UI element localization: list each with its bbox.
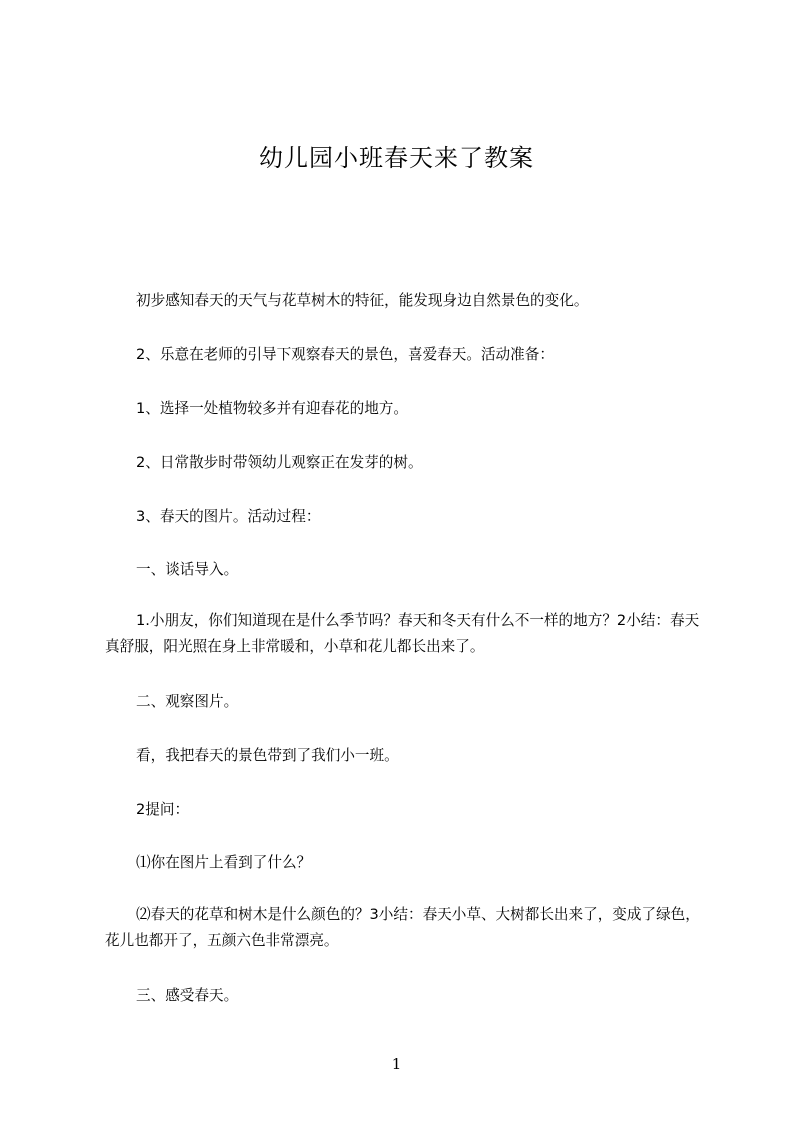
paragraph-7: 1.小朋友，你们知道现在是什么季节吗？春天和冬天有什么不一样的地方？2小结：春天真舒服，阳光照在身上非常暖和，小草和花儿都长出来了。 [105, 612, 700, 655]
paragraph-11: ⑴你在图片上看到了什么？ [136, 854, 312, 871]
paragraph-1: 初步感知春天的天气与花草树木的特征，能发现身边自然景色的变化。 [136, 292, 589, 309]
paragraph-5: 3、春天的图片。活动过程： [136, 508, 321, 525]
paragraph-9: 看，我把春天的景色带到了我们小一班。 [136, 747, 399, 764]
paragraph-2: 2、乐意在老师的引导下观察春天的景色，喜爱春天。活动准备： [136, 346, 554, 363]
paragraph-12: ⑵春天的花草和树木是什么颜色的？3小结：春天小草、大树都长出来了，变成了绿色，花儿也都开了，五颜六色非常漂亮。 [105, 906, 700, 949]
paragraph-13: 三、感受春天。 [136, 987, 239, 1004]
paragraph-3: 1、选择一处植物较多并有迎春花的地方。 [136, 400, 408, 417]
paragraph-10: 2提问： [136, 801, 190, 818]
page-number: 1 [391, 1055, 402, 1073]
paragraph-6: 一、谈话导入。 [136, 561, 239, 578]
paragraph-4: 2、日常散步时带领幼儿观察正在发芽的树。 [136, 454, 423, 471]
paragraph-8: 二、观察图片。 [136, 693, 239, 710]
document-title: 幼儿园小班春天来了教案 [259, 144, 534, 172]
